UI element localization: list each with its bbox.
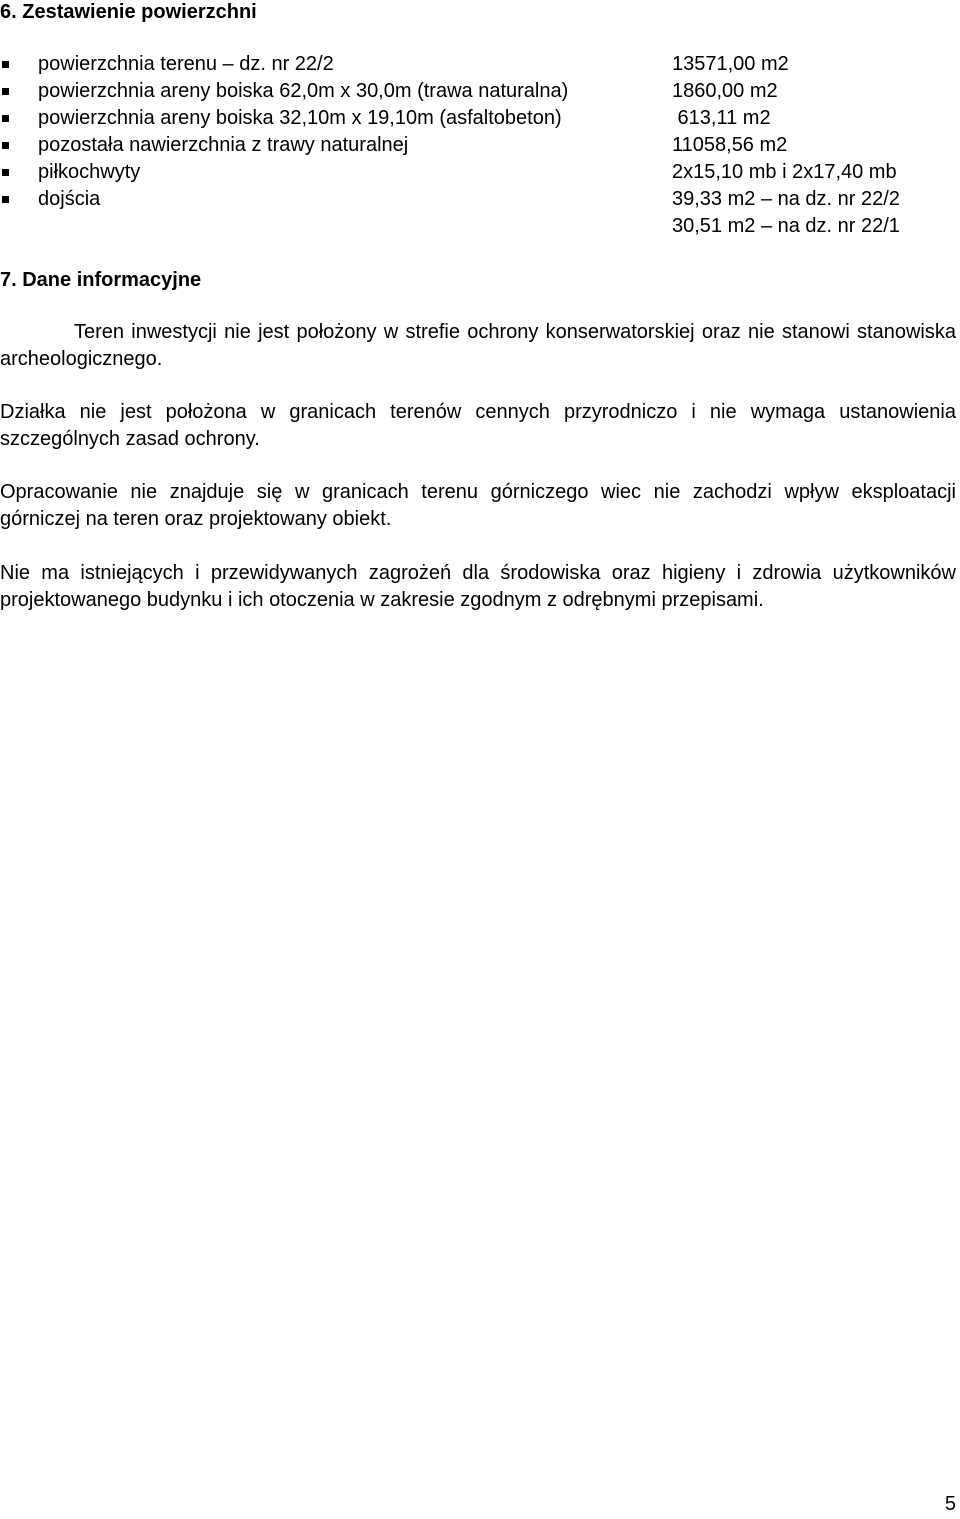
area-item-label: powierzchnia areny boiska 62,0m x 30,0m (trawa naturalna) (38, 80, 569, 102)
area-item-label: powierzchnia terenu – dz. nr 22/2 (38, 53, 334, 75)
area-summary-list (0, 51, 960, 240)
area-item-label: pozostała nawierzchnia z trawy naturalnej (38, 134, 409, 156)
area-item-value: 30,51 m2 – na dz. nr 22/1 (672, 215, 900, 237)
info-paragraph-nature: Działka nie jest położona w granicach terenów cennych przyrodniczo i nie wymaga ustanowienia szczególnych zasad ochrony. (0, 401, 956, 450)
area-item-value: 39,33 m2 – na dz. nr 22/2 (672, 188, 900, 210)
section-6-heading: 6. Zestawienie powierzchni (0, 1, 257, 23)
square-bullet-icon (2, 88, 9, 95)
area-item-value: 1860,00 m2 (672, 80, 778, 102)
info-paragraph-conservation: Teren inwestycji nie jest położony w strefie ochrony konserwatorskiej oraz nie stanowi stanowiska archeologicznego. (0, 321, 956, 370)
square-bullet-icon (2, 196, 9, 203)
area-item-label: dojścia (38, 188, 101, 210)
square-bullet-icon (2, 61, 9, 68)
area-item-pitch-large (0, 78, 960, 105)
section-7-heading: 7. Dane informacyjne (0, 269, 202, 291)
area-item-terrain (0, 51, 960, 78)
page-number: 5 (944, 1493, 956, 1515)
area-item-label: powierzchnia areny boiska 32,10m x 19,10m (asfaltobeton) (38, 107, 562, 129)
area-item-value: 2x15,10 mb i 2x17,40 mb (672, 161, 897, 183)
area-item-value: 13571,00 m2 (672, 53, 789, 75)
area-item-value: 11058,56 m2 (672, 134, 788, 156)
area-item-ball-stops (0, 159, 960, 186)
info-paragraph-hazards: Nie ma istniejących i przewidywanych zagrożeń dla środowiska oraz higieny i zdrowia użytkowników projektowanego budynku i ich otoczenia w zakresie zgodnym z odrębnymi przepisami. (0, 562, 956, 611)
area-item-paths (0, 186, 960, 213)
square-bullet-icon (2, 142, 9, 149)
area-item-label: piłkochwyty (38, 161, 141, 183)
square-bullet-icon (2, 169, 9, 176)
info-paragraph-mining: Opracowanie nie znajduje się w granicach terenu górniczego wiec nie zachodzi wpływ eksploatacji górniczej na teren oraz projektowany obiekt. (0, 481, 956, 530)
area-item-pitch-small (0, 105, 960, 132)
area-item-grass (0, 132, 960, 159)
area-item-value: 613,11 m2 (672, 107, 771, 129)
square-bullet-icon (2, 115, 9, 122)
area-item-paths-continued (0, 213, 960, 240)
